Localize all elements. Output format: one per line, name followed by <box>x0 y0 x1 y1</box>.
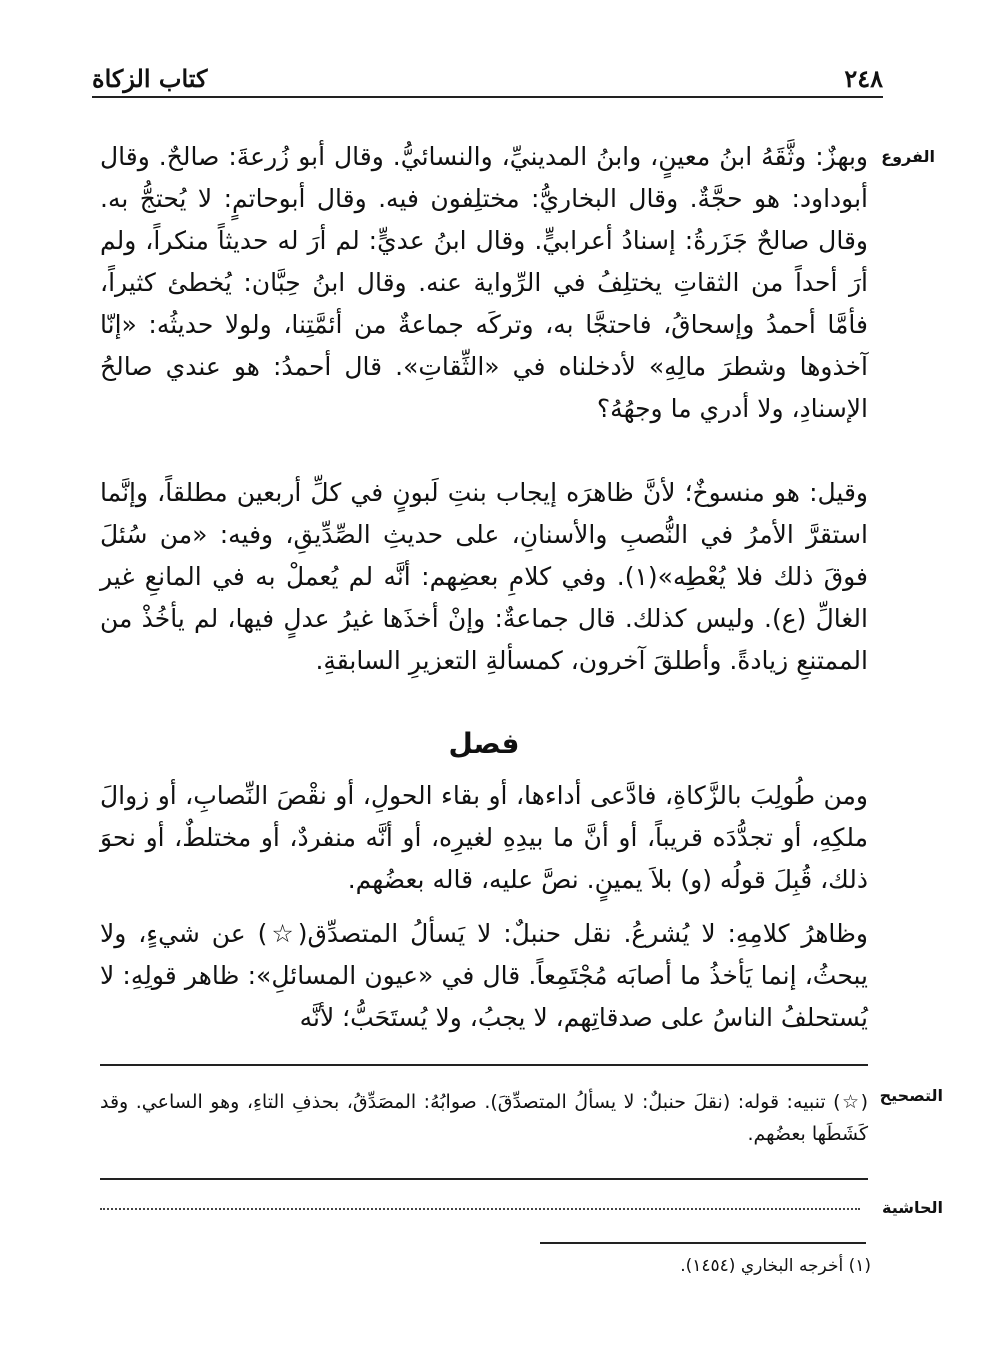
label-hashiya: الحاشية <box>882 1198 943 1217</box>
paragraph-3: ومن طُولِبَ بالزَّكاةِ، فادَّعى أداءها، أو بقاء الحولِ، أو نقْصَ النِّصابِ، أو زوالَ ملكِهِ، أو تجدُّدَه قريباً، أو أنَّ ما بيدِهِ لغيرِه، أو أنَّه منفردٌ، أو مختلطٌ، أو نحوَ ذلك، قُبِلَ قولُه (و) بلاَ يمينٍ. نصَّ عليه، قاله بعضُهم. <box>100 781 868 894</box>
footnote-separator <box>540 1242 866 1244</box>
divider-line <box>100 1178 868 1180</box>
main-section-4 <box>100 913 868 1059</box>
hashiya-dotted-line <box>100 1208 860 1210</box>
footnote: (١) أخرجه البخاري (١٤٥٤). <box>680 1256 871 1276</box>
page-number: ٢٤٨ <box>844 64 883 93</box>
divider-line <box>100 1064 868 1066</box>
section-heading: فصل <box>448 727 520 760</box>
paragraph-1: وبهزٌ: وثَّقَهُ ابنُ معينٍ، وابنُ المدينيِّ، والنسائيُّ. وقال أبو زُرعةَ: صالحٌ. وقال أبوداود: هو حجَّةٌ. وقال البخاريُّ: مختلِفون فيه. وقال أبوحاتمٍ: لا يُحتجُّ به. وقال صالحٌ جَزَرةُ: إسنادُ أعرابيٍّ. وقال ابنُ عديٍّ: لم أرَ له حديثاً منكراً، ولم أرَ أحداً من الثقاتِ يختلِفُ في الرِّواية عنه. وقال ابنُ حِبَّان: يُخطئ كثيراً، فأمَّا أحمدُ وإسحاقُ، فاحتجَّا به، وتركَه جماعةٌ من أئمَّتِنا، ولولا حديثُه: «إنّا آخذوها وشطرَ مالِهِ» لأدخلناه في «الثِّقاتِ». قال أحمدُ: هو عندي صالحُ الإسنادِ، ولا أدري ما وجهُهُ؟ <box>100 142 868 423</box>
main-section-2 <box>100 472 868 722</box>
main-section-3 <box>100 775 868 903</box>
running-title: كتاب الزكاة <box>92 64 208 93</box>
label-furu: الفروع <box>881 147 935 166</box>
tashih-note: (☆) تنبيه: قوله: (نقلَ حنبلٌ: لا يسألُ المتصدِّقَ). صوابُهُ: المصَدِّقُ، بحذفِ التاءِ، وهو الساعي. وقد كَشَطَها بعضُهم. <box>100 1091 868 1145</box>
paragraph-4: وظاهرُ كلامِهِ: لا يُشرعُ. نقل حنبلٌ: لا يَسألُ المتصدِّق(☆) عن شيءٍ، ولا يبحثُ، إنما يَأخذُ ما أصابَه مُجْتَمِعاً. قال في «عيون المسائلِ»: ظاهر قولِهِ: لا يُستحلفُ الناسُ على صدقاتِهم، لا يجبُ، ولا يُستَحَبُّ؛ لأنَّه <box>100 919 868 1032</box>
paragraph-2: وقيل: هو منسوخٌ؛ لأنَّ ظاهرَه إيجاب بنتِ لَبونٍ في كلِّ أربعين مطلقاً، وإنَّما استقرَّ الأمرُ في النُّصبِ والأسنانِ، على حديثِ الصِّدِّيقِ، وفيه: «من سُئلَ فوقَ ذلك فلا يُعْطِه»(١). وفي كلامِ بعضِهم: أنَّه لم يُعملْ به في المانعِ غير الغالِّ (ع). وليس كذلك. قال جماعةٌ: وإنْ أخذَها غيرُ عدلٍ فيها، لم يأخُذْ من الممتنعِ زيادةً. وأطلقَ آخرون، كمسألةِ التعزيرِ السابقةِ. <box>100 478 868 675</box>
label-tashih: التصحيح <box>879 1086 943 1105</box>
page-header <box>92 64 883 98</box>
main-section-1 <box>100 136 868 470</box>
